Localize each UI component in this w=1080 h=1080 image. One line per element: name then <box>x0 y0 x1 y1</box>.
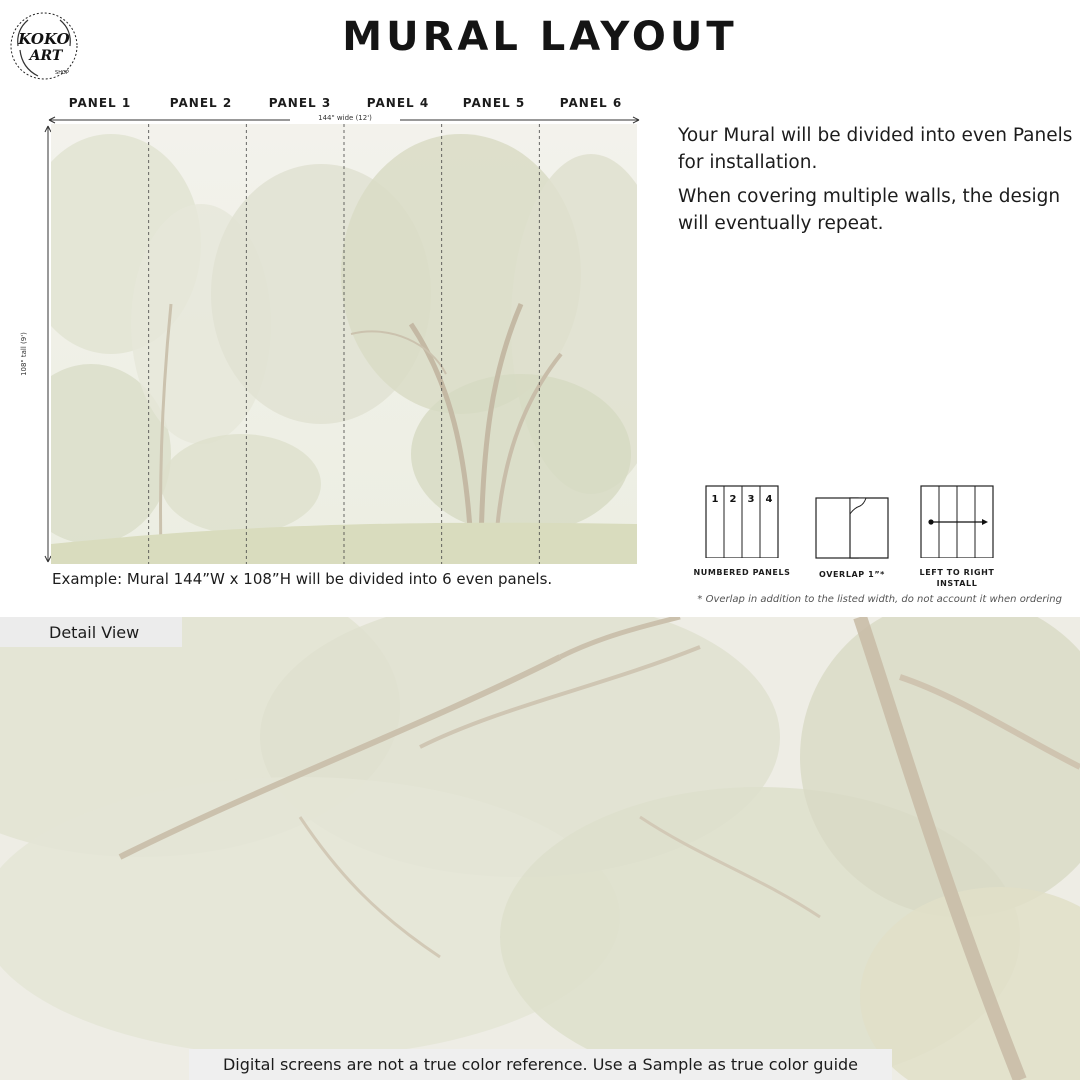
panel-labels <box>51 96 637 112</box>
icon-caption: OVERLAP 1”* <box>819 570 885 579</box>
icon-caption: NUMBERED PANELS <box>693 568 791 577</box>
height-dimension-label: 108" tall (9') <box>20 324 28 384</box>
svg-text:ART: ART <box>29 48 63 64</box>
detail-view-label: Detail View <box>49 623 140 642</box>
overlap-item <box>792 484 912 580</box>
info-paragraph: Your Mural will be divided into even Panels for installation. <box>678 125 1073 173</box>
panel-label: PANEL 4 <box>366 96 430 110</box>
panel-label: PANEL 5 <box>462 96 526 110</box>
panel-label: PANEL 6 <box>559 96 623 110</box>
panel-label: PANEL 1 <box>68 96 132 110</box>
detail-view-image <box>0 617 1080 1080</box>
mural-preview <box>51 124 637 564</box>
overlap-footnote: * Overlap in addition to the listed width, do not account it when ordering <box>697 594 1062 605</box>
svg-text:SHOP: SHOP <box>55 70 69 76</box>
page-title: MURAL LAYOUT <box>342 14 738 60</box>
overlap-icon <box>814 484 890 560</box>
info-text <box>678 122 1073 244</box>
panel-number: 2 <box>729 494 737 505</box>
numbered-panels-item <box>682 484 802 578</box>
panel-label: PANEL 2 <box>169 96 233 110</box>
info-paragraph: When covering multiple walls, the design will eventually repeat. <box>678 186 1061 234</box>
panel-number: 3 <box>747 494 755 505</box>
install-icons <box>693 484 1070 594</box>
panel-number: 4 <box>765 494 773 505</box>
left-to-right-icon <box>920 484 994 558</box>
icon-caption: LEFT TO RIGHT INSTALL <box>919 568 995 588</box>
left-to-right-item <box>897 484 1017 589</box>
panel-label: PANEL 3 <box>268 96 332 110</box>
color-disclaimer: Digital screens are not a true color reference. Use a Sample as true color guide <box>189 1049 892 1080</box>
logo-lettering: KOKO <box>18 30 70 48</box>
detail-view-tab <box>0 617 182 647</box>
panel-number: 1 <box>711 494 719 505</box>
width-dimension-label: 144" wide (12') <box>290 114 400 122</box>
example-caption: Example: Mural 144”W x 108”H will be divided into 6 even panels. <box>52 570 553 588</box>
numbered-panels-icon <box>705 484 779 558</box>
